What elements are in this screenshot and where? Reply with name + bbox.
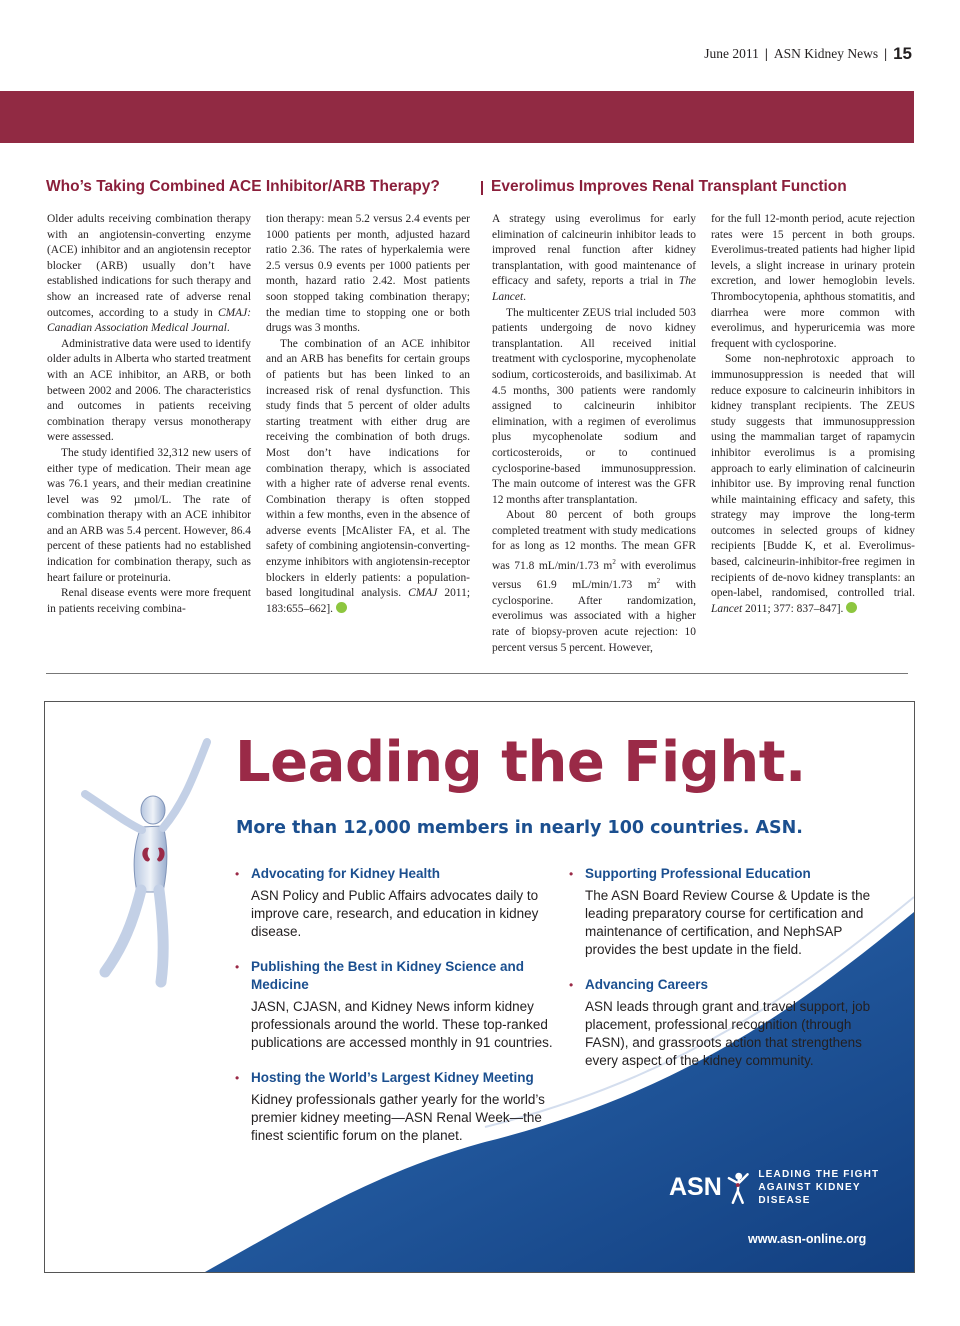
journal-citation: CMAJ: Canadian Association Medical Journal <box>47 306 251 335</box>
ad-item-body: ASN Policy and Public Affairs advocates daily to improve care, research, and education in kidney disease. <box>251 888 539 939</box>
bullet-icon: • <box>235 867 240 881</box>
paragraph: Older adults receiving combination therapy with an angiotensin-converting enzyme (ACE) inhibitor and an angiotensin receptor blocker (ARB) usually don’t have established indications for such therapy and show an increased rate of adverse renal outcomes, according to a study in CMAJ: Canadian Association Medical Journal. <box>47 213 251 335</box>
ad-list-item <box>569 976 887 1070</box>
paragraph: The combination of an ACE inhibitor and an ARB has benefits for certain groups of patients but has been linked to an increased risk of renal dysfunction. This study finds that 5 percent of older adults starting treatment with either drug are receiving the combination of both drugs. Most don’t have indications for combination therapy, which is associated with a higher rate of adverse renal events. Combination therapy is often stopped within a few months, even in the absence of adverse events [McAlister FA, et al. The safety of combining angiotensin-converting-enzyme inhibitors with angiotensin-receptor blockers in elderly patients: a population-based longitudinal analysis. CMAJ 2011; 183:655–662]. <box>266 337 470 615</box>
ad-subheadline: More than 12,000 members in nearly 100 countries. ASN. <box>236 818 803 838</box>
ad-right-list <box>569 865 887 1087</box>
article1-column-1 <box>47 212 251 617</box>
end-of-article-mark <box>846 602 857 613</box>
ad-item-body: ASN leads through grant and travel support, job placement, professional recognition (through FASN), and grassroots action that strengthens every aspect of the kidney community. <box>585 999 871 1068</box>
asn-logo-text: ASN <box>669 1173 722 1201</box>
section-divider <box>46 673 908 674</box>
asn-tagline: LEADING THE FIGHT AGAINST KIDNEY DISEASE <box>758 1169 880 1206</box>
ad-item-body: JASN, CJASN, and Kidney News inform kidney professionals around the world. These top-ranked publications are accessed monthly in 91 countries. <box>251 999 553 1050</box>
header-separator: | <box>884 46 888 61</box>
issue-date: June 2011 <box>704 46 759 61</box>
header-separator: | <box>764 46 768 61</box>
article2-column-1 <box>492 212 696 656</box>
paragraph: tion therapy: mean 5.2 versus 2.4 events per 1000 patients per month, adjusted hazard ratio 2.36. The rates of hyperkalemia were 2.5 versus 0.9 events per 1000 patients per month, hazard ratio 2.42. Most patients soon stopped taking combination therapy; the median time to stopping one or both drugs was 3 months. <box>266 213 470 335</box>
paragraph: A strategy using everolimus for early elimination of calcineurin inhibitor leads to improved renal function after kidney transplantation, with good maintenance of efficacy and safety, reports a trial in The Lancet. <box>492 213 696 303</box>
ad-list-item <box>235 865 555 941</box>
paragraph: Renal disease events were more frequent in patients receiving combina- <box>47 587 251 615</box>
ad-list-item <box>569 865 887 959</box>
ad-list-item <box>235 958 555 1052</box>
ad-item-heading: Hosting the World’s Largest Kidney Meeting <box>251 1070 534 1085</box>
asn-website-link[interactable]: www.asn-online.org <box>748 1232 867 1246</box>
figure-illustration <box>85 742 207 982</box>
asn-logo[interactable] <box>667 1168 914 1207</box>
running-header <box>704 44 912 64</box>
ad-list-item <box>235 1069 555 1145</box>
end-of-article-mark <box>336 602 347 613</box>
journal-citation: CMAJ <box>408 587 438 600</box>
publication-name: ASN Kidney News <box>773 46 879 61</box>
ad-item-body: The ASN Board Review Course & Update is the leading preparatory course for certification and maintenance of certification, and NephSAP provides the best update in the field. <box>585 888 871 957</box>
article1-title: Who’s Taking Combined ACE Inhibitor/ARB Therapy? <box>46 178 440 195</box>
title-divider <box>481 181 483 195</box>
page-number: 15 <box>893 44 912 63</box>
paragraph: Some non-nephrotoxic approach to immunosuppression is needed that will reduce exposure to calcineurin inhibitors in kidney transplant recipients. The ZEUS study suggests that immunosuppression using the mammalian target of rapamycin inhibitor everolimus is a promising approach to early elimination of calcineurin inhibitor use. By improving renal function while maintaining efficacy and safety, this strategy may improve the long-term outcomes in selected groups of kidney recipients [Budde K, et al. Everolimus-based, calcineurin-inhibitor-free regimen in recipients of de-novo kidney transplants: an open-label, randomised, controlled trial. Lancet 2011; 377: 837–847]. <box>711 353 915 615</box>
article1-column-2 <box>266 212 470 617</box>
bullet-icon: • <box>569 978 574 992</box>
paragraph: Administrative data were used to identify older adults in Alberta who started treatment with an ACE inhibitor, an ARB, or both between 2002 and 2006. The characteristics and outcomes in patients receiving combination therapy versus monotherapy were assessed. <box>47 337 251 444</box>
bullet-icon: • <box>235 960 240 974</box>
article2-title: Everolimus Improves Renal Transplant Function <box>491 178 847 195</box>
paragraph: for the full 12-month period, acute rejection rates were 15 percent in both groups. Everolimus-treated patients had higher lipid levels, a slight increase in urinary protein excretion, and lower hemoglobin levels. Thrombocytopenia, aphthous stomatitis, and diarrhea were more common with everolimus, and hyperuricemia was more frequent with cyclosporine. <box>711 213 915 350</box>
paragraph: The multicenter ZEUS trial included 503 patients undergoing de novo kidney transplantation. All received initial treatment with cyclosporine, mycophenolate sodium, corticosteroids, and basiliximab. At 4.5 months, 300 patients were randomly assigned to calcineurin inhibitor elimination, with a regimen of everolimus plus mycophenolate sodium and corticosteroids, or to continued cyclosporine-based immunosuppression. The main outcome of interest was the GFR 12 months after transplantation. <box>492 306 696 506</box>
figure-logo-icon <box>725 1171 751 1205</box>
asn-advertisement[interactable] <box>44 701 915 1273</box>
header-banner <box>0 91 914 143</box>
ad-left-list <box>235 865 555 1162</box>
bullet-icon: • <box>235 1071 240 1085</box>
ad-item-heading: Advancing Careers <box>585 977 709 992</box>
ad-item-body: Kidney professionals gather yearly for the world’s premier kidney meeting—ASN Renal Week—the finest scientific forum on the planet. <box>251 1092 545 1143</box>
ad-item-heading: Supporting Professional Education <box>585 866 811 881</box>
paragraph: About 80 percent of both groups completed treatment with study medications for as long as 12 months. The mean GFR was 71.8 mL/min/1.73 $m^2$ with everolimus versus 61.9 mL/min/1.73 $m^2$ with cyclosporine. After randomization, everolimus was associated with a higher rate of biopsy-proven acute rejection: 10 percent versus 5 percent. However, <box>492 509 697 654</box>
journal-citation: The Lancet <box>492 275 696 303</box>
paragraph: The study identified 32,312 new users of either type of medication. Their mean age was 76.1 years, and their median creatinine level was 92 µmol/L. The rate of combination therapy with an ACE inhibitor and an ARB was 5.4 percent. However, 86.4 percent of these patients had no established indication for combination therapy, such as heart failure or proteinuria. <box>47 446 251 584</box>
article2-column-2 <box>711 212 915 617</box>
bullet-icon: • <box>569 867 574 881</box>
journal-citation: Lancet <box>711 602 743 615</box>
ad-item-heading: Publishing the Best in Kidney Science and Medicine <box>251 959 525 992</box>
ad-item-heading: Advocating for Kidney Health <box>251 866 441 881</box>
ad-headline: Leading the Fight. <box>235 730 806 795</box>
